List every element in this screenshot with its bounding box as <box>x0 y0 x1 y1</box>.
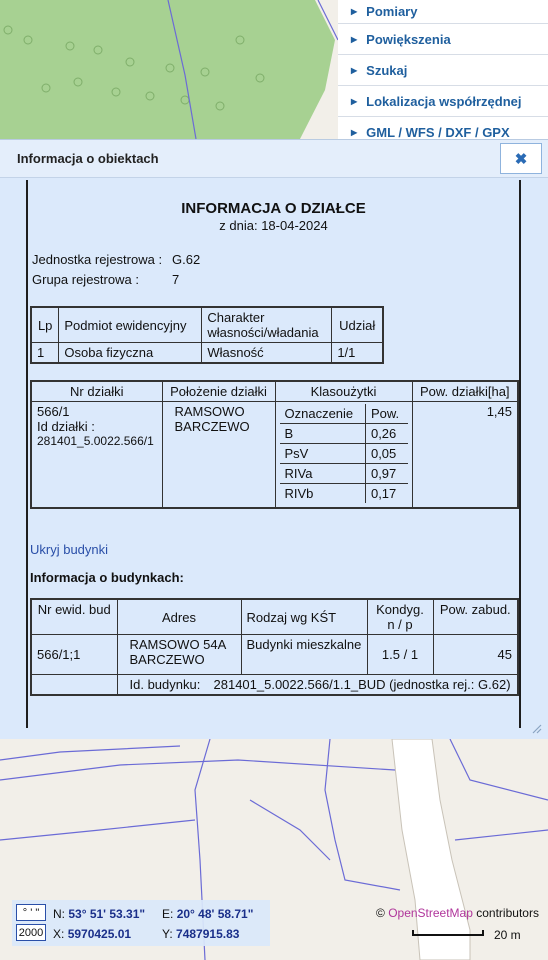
menu-item-zoom[interactable] <box>338 24 548 55</box>
scale-bar-line <box>412 930 484 936</box>
class-code: B <box>280 424 366 444</box>
dialog-content[interactable] <box>26 180 521 728</box>
table-row <box>31 635 518 675</box>
cell-address <box>117 635 241 675</box>
cell-building-number: 566/1;1 <box>31 635 117 675</box>
attribution-suffix: contributors <box>476 906 539 920</box>
triangle-right-icon: ▶ <box>351 96 358 106</box>
class-code: PsV <box>280 444 366 464</box>
menu-item-label: Lokalizacja współrzędnej <box>366 93 522 109</box>
menu-item-label: Szukaj <box>366 62 408 78</box>
hide-buildings-link[interactable]: Ukryj budynki <box>30 542 109 557</box>
header-parcel-area: Pow. działki[ha] <box>412 381 518 402</box>
class-area: 0,17 <box>365 484 407 504</box>
menu-item-label: GML / WFS / DXF / GPX <box>366 124 510 140</box>
map-attribution <box>376 906 539 920</box>
cell-land-classes <box>275 402 412 508</box>
x-readout <box>53 927 131 941</box>
owners-table <box>30 306 384 364</box>
parcel-number: 566/1 <box>37 404 70 419</box>
registry-group-row <box>32 272 180 287</box>
land-classes-table <box>280 404 408 503</box>
parcel-header-row <box>31 381 518 402</box>
osm-link[interactable]: OpenStreetMap <box>388 906 473 920</box>
cell-lp: 1 <box>31 343 59 364</box>
header-parcel-number: Nr działki <box>31 381 162 402</box>
coordinates-panel <box>12 900 270 946</box>
header-ownership: Charakter własności/władania <box>202 307 332 343</box>
cell-ownership: Własność <box>202 343 332 364</box>
parcel-id-label: Id działki : <box>37 419 95 434</box>
buildings-section-title: Informacja o budynkach: <box>30 570 184 585</box>
tools-menu <box>338 0 548 148</box>
location-line-1: RAMSOWO <box>174 404 245 419</box>
parcel-table <box>30 380 519 509</box>
lat-value: 53° 51' 53.31" <box>68 907 146 921</box>
dialog-header[interactable] <box>0 140 548 178</box>
cell-subject: Osoba fizyczna <box>59 343 202 364</box>
lat-readout <box>53 907 145 921</box>
cell-parcel-number <box>31 402 162 508</box>
header-land-classes: Klasoużytki <box>275 381 412 402</box>
menu-item-search[interactable] <box>338 55 548 86</box>
copyright-symbol: © <box>376 906 385 920</box>
address-line-1: RAMSOWO 54A <box>129 637 227 652</box>
lon-readout <box>162 907 253 921</box>
cell-empty <box>31 675 117 696</box>
coordinate-format-button[interactable]: ° ' " <box>16 904 46 921</box>
registry-group-label: Grupa rejestrowa : <box>32 272 139 287</box>
cell-building-id <box>117 675 518 696</box>
report-date: z dnia: 18-04-2024 <box>219 218 328 233</box>
location-line-2: BARCZEWO <box>174 419 250 434</box>
triangle-right-icon: ▶ <box>351 65 358 75</box>
land-classes-header <box>280 404 408 424</box>
header-subject: Podmiot ewidencyjny <box>59 307 202 343</box>
cell-built-area: 45 <box>433 635 518 675</box>
scale-label: 20 m <box>494 928 521 942</box>
address-line-2: BARCZEWO <box>129 652 205 667</box>
registry-unit-label: Jednostka rejestrowa : <box>32 252 163 267</box>
table-row <box>31 675 518 696</box>
y-value: 7487915.83 <box>176 927 240 941</box>
cell-parcel-area: 1,45 <box>412 402 518 508</box>
header-class-code: Oznaczenie <box>280 404 366 424</box>
header-address: Adres <box>117 599 241 635</box>
header-class-area: Pow. <box>365 404 407 424</box>
menu-item-measurements[interactable] <box>338 0 548 24</box>
header-built-area: Pow. zabud. <box>433 599 518 635</box>
table-row <box>31 402 518 508</box>
close-button[interactable] <box>500 143 542 174</box>
buildings-header-row <box>31 599 518 635</box>
crs-button[interactable]: 2000 <box>16 924 46 941</box>
header-parcel-location: Położenie działki <box>162 381 275 402</box>
menu-item-label: Powiększenia <box>366 31 451 47</box>
table-row <box>31 343 383 364</box>
header-floors: Kondyg. n / p <box>367 599 433 635</box>
header-building-type: Rodzaj wg KŚT <box>241 599 367 635</box>
registry-group-value: 7 <box>172 272 180 287</box>
table-row <box>280 444 408 464</box>
class-area: 0,05 <box>365 444 407 464</box>
lon-value: 20° 48' 58.71" <box>176 907 254 921</box>
registry-unit-row <box>32 252 201 267</box>
table-row <box>280 464 408 484</box>
y-label: Y: <box>162 927 173 941</box>
object-info-dialog <box>0 139 548 739</box>
class-area: 0,26 <box>365 424 407 444</box>
header-building-number: Nr ewid. bud <box>31 599 117 635</box>
dialog-title: Informacja o obiektach <box>17 151 159 166</box>
registry-unit-value: G.62 <box>172 252 201 267</box>
table-row <box>280 484 408 504</box>
cell-building-type: Budynki mieszkalne <box>241 635 367 675</box>
class-code: RIVa <box>280 464 366 484</box>
triangle-right-icon: ▶ <box>351 34 358 44</box>
parcel-id-value: 281401_5.0022.566/1 <box>37 434 154 448</box>
buildings-table <box>30 598 519 696</box>
class-code: RIVb <box>280 484 366 504</box>
header-lp: Lp <box>31 307 59 343</box>
building-id-label: Id. budynku: <box>129 677 201 692</box>
lon-label: E: <box>162 907 174 921</box>
building-id-value: 281401_5.0022.566/1.1_BUD (jednostka rej.: G.62) <box>213 677 511 692</box>
cell-floors: 1.5 / 1 <box>367 635 433 675</box>
cell-parcel-location <box>162 402 275 508</box>
menu-item-coordinate-location[interactable] <box>338 86 548 117</box>
forest-area <box>0 0 335 139</box>
triangle-right-icon: ▶ <box>351 7 358 16</box>
class-area: 0,97 <box>365 464 407 484</box>
owners-header-row <box>31 307 383 343</box>
report-title: INFORMACJA O DZIAŁCE <box>181 200 366 217</box>
header-share: Udział <box>332 307 383 343</box>
y-readout <box>162 927 239 941</box>
x-label: X: <box>53 927 65 941</box>
triangle-right-icon: ▶ <box>351 127 358 137</box>
lat-label: N: <box>53 907 65 921</box>
close-icon: ✖ <box>514 150 528 168</box>
resize-handle-icon[interactable] <box>530 722 542 734</box>
table-row <box>280 424 408 444</box>
cell-share: 1/1 <box>332 343 383 364</box>
x-value: 5970425.01 <box>67 927 132 941</box>
menu-item-label: Pomiary <box>366 4 418 19</box>
